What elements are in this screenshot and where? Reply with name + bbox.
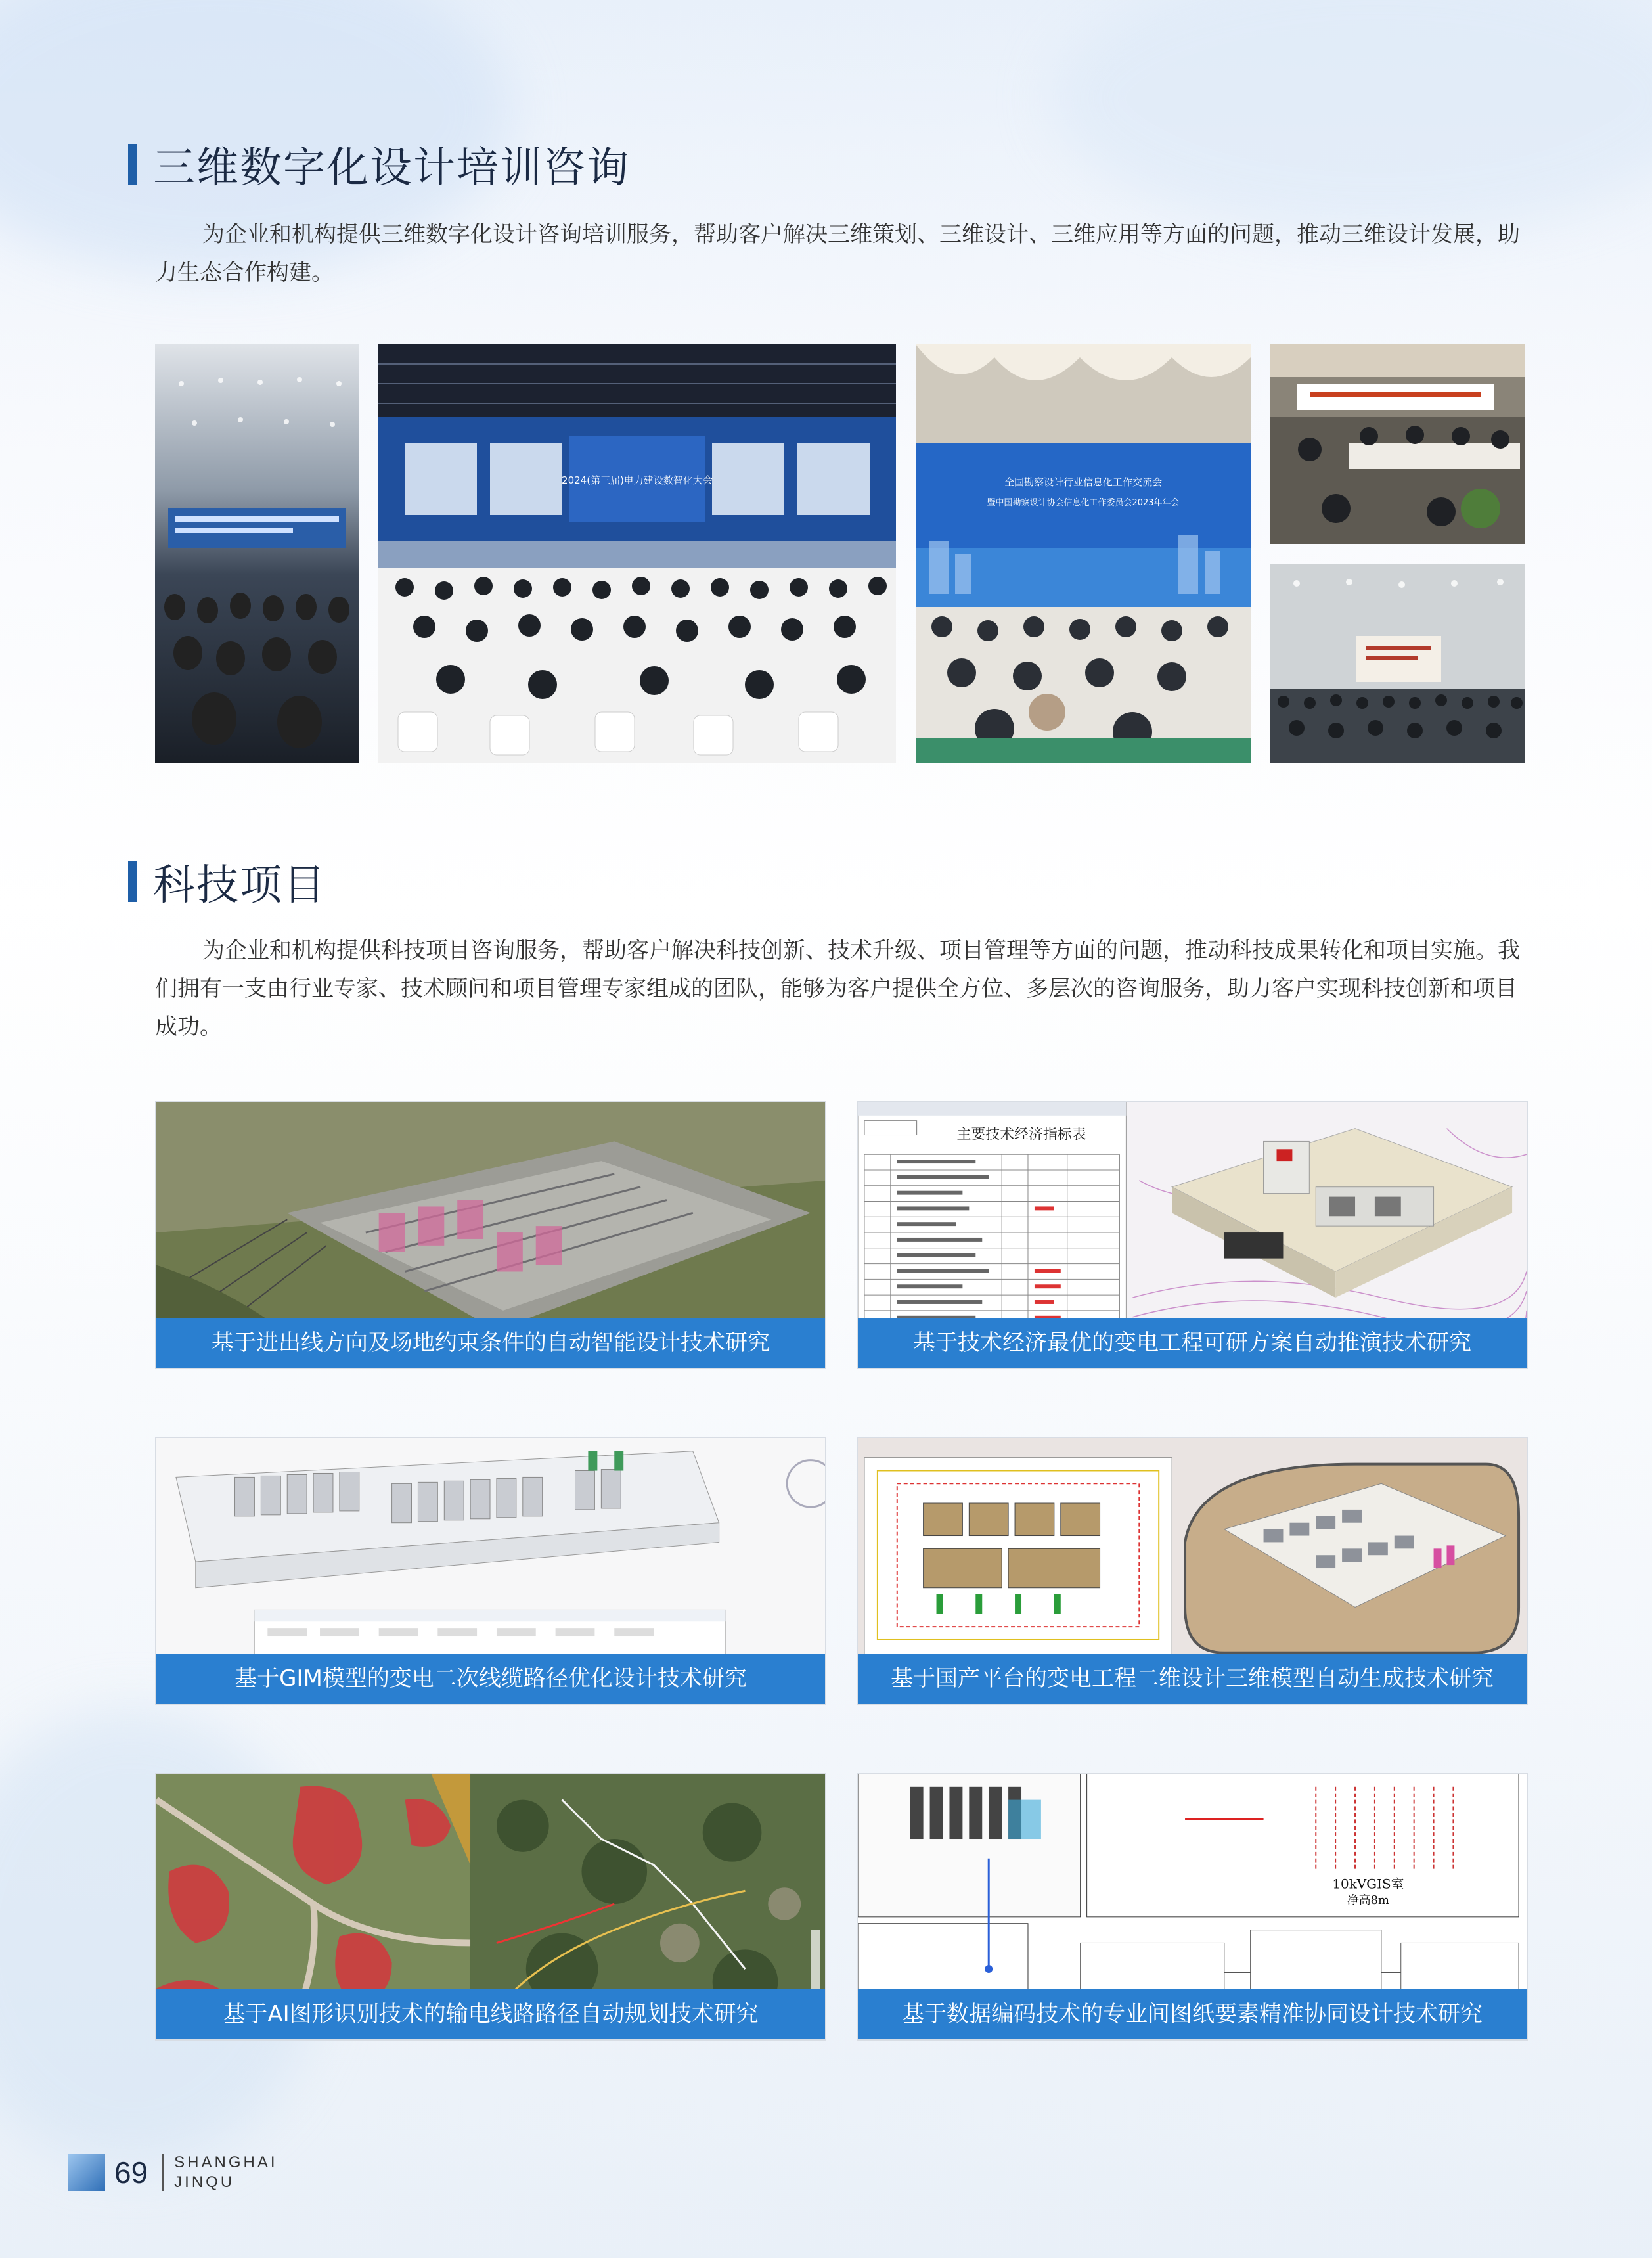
project-caption: 基于AI图形识别技术的输电线路路径自动规划技术研究 [156,1989,825,2039]
conference-banner-text: 2024(第三届)电力建设数智化大会 [562,474,713,486]
footer-divider [162,2154,164,2191]
economic-table-title: 主要技术经济指标表 [956,1126,1086,1143]
section-paragraph-training: 为企业和机构提供三维数字化设计咨询培训服务，帮助客户解决三维策划、三维设计、三维应用等方面的问题，推动三维设计发展，助力生态合作构建。 [155,221,1520,286]
title-bar [128,144,137,185]
section-title-training [128,134,630,194]
project-card-ai-route [155,1773,826,2041]
title-bar [128,861,137,902]
brand-line-1: SHANGHAI [174,2154,278,2171]
footer-logo-square [68,2154,105,2191]
height-label: 净高8m [1347,1893,1390,1908]
project-caption: 基于技术经济最优的变电工程可研方案自动推演技术研究 [858,1318,1527,1368]
section-title-text: 科技项目 [153,861,326,910]
project-card-drawing-coordination [857,1773,1528,2041]
section-title-text: 三维数字化设计培训咨询 [153,144,630,192]
photo-digital-conference [378,344,896,763]
room-label: 10kVGIS室 [1332,1876,1404,1892]
project-caption: 基于GIM模型的变电二次线缆路径优化设计技术研究 [156,1654,825,1704]
photo-meeting-room [1270,344,1525,544]
project-caption: 基于进出线方向及场地约束条件的自动智能设计技术研究 [156,1318,825,1368]
project-card-feasibility-plan [857,1101,1528,1369]
project-card-2d-to-3d [857,1437,1528,1705]
project-card-cable-path [155,1437,826,1705]
section-title-tech-projects [128,851,326,912]
project-caption: 基于国产平台的变电工程二维设计三维模型自动生成技术研究 [858,1654,1527,1704]
background-glow [1051,0,1652,237]
photo-conference-hall [155,344,359,763]
page-footer [68,2153,278,2192]
section-paragraph-tech-projects: 为企业和机构提供科技项目咨询服务，帮助客户解决科技创新、技术升级、项目管理等方面的问题，推动科技成果转化和项目实施。我们拥有一支由行业专家、技术顾问和项目管理专家组成的团队，能够为客户提供全方位、多层次的咨询服务，助力客户实现科技创新和项目成功。 [155,937,1520,1040]
brand-line-2: JINQU [174,2173,235,2191]
project-card-substation-auto-design [155,1101,826,1369]
footer-brand [174,2153,277,2192]
meeting-banner-line1: 全国勘察设计行业信息化工作交流会 [1004,476,1163,488]
photo-hall-audience [1270,564,1525,763]
page-number: 69 [114,2156,148,2190]
meeting-banner-line2: 暨中国勘察设计协会信息化工作委员会2023年年会 [987,498,1180,508]
photo-informatization-meeting [916,344,1251,763]
project-caption: 基于数据编码技术的专业间图纸要素精准协同设计技术研究 [858,1989,1527,2039]
